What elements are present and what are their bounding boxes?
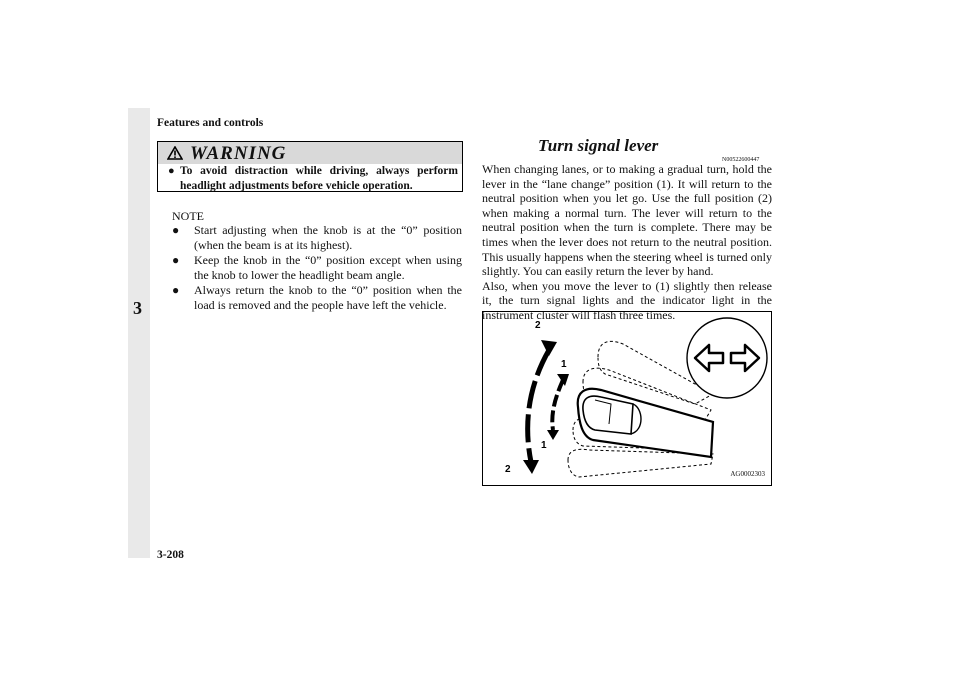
note-item <box>172 223 462 252</box>
chapter-tab <box>128 108 150 558</box>
label-lane-up: 1 <box>561 359 567 370</box>
turn-signal-figure <box>482 311 772 486</box>
note-item-text: Start adjusting when the knob is at the “0” position (when the beam is at its highest). <box>194 223 462 252</box>
body-paragraph: Also, when you move the lever to (1) slightly then release it, the turn signal lights and the indicator light in the instrument cluster will flash three times. <box>482 278 772 322</box>
arrow-head-down-icon <box>547 430 559 440</box>
page-number: 3-208 <box>157 549 184 561</box>
label-full-up: 2 <box>535 320 541 331</box>
warning-title: WARNING <box>190 143 287 164</box>
note-item <box>172 283 462 312</box>
note-item-text: Always return the knob to the “0” position when the load is removed and the people have left the vehicle. <box>194 283 462 312</box>
bullet-icon: ● <box>172 253 180 267</box>
warning-icon <box>167 146 183 160</box>
note-item-text: Keep the knob in the “0” position except when using the knob to lower the headlight beam angle. <box>194 253 462 282</box>
label-lane-down: 1 <box>541 440 547 451</box>
note-label: NOTE <box>172 209 204 223</box>
bullet-icon: ● <box>172 283 180 297</box>
section-header: Features and controls <box>157 117 264 129</box>
warning-text: To avoid distraction while driving, always perform headlight adjustments before vehicle operation. <box>180 165 458 192</box>
arrow-head-up-icon <box>541 340 557 356</box>
arrow-head-down-icon <box>523 460 539 474</box>
label-full-down: 2 <box>505 464 511 475</box>
chapter-number: 3 <box>133 298 142 318</box>
bullet-icon: ● <box>168 165 175 177</box>
body-paragraph: When changing lanes, or to making a gradual turn, hold the lever in the “lane change” position (1). It will return to the neutral position when you let go. Use the full position (2) when making a normal turn. The lever will return to the neutral position when the turn is complete. There may be times when the lever does not return to the neutral position. This usually happens when the steering wheel is turned only slightly. You can easily return the lever by hand. <box>482 162 772 279</box>
body-text <box>482 162 772 323</box>
figure-code: AG0002303 <box>730 470 765 478</box>
turn-indicator-icon <box>687 318 767 398</box>
warning-box <box>157 141 463 192</box>
section-title: Turn signal lever <box>538 136 659 155</box>
reference-code: N00522600447 <box>722 157 760 163</box>
arrow-lane-change <box>552 380 563 430</box>
bullet-icon: ● <box>172 223 180 237</box>
note-item <box>172 253 462 282</box>
turn-signal-lever-illustration <box>483 312 773 487</box>
